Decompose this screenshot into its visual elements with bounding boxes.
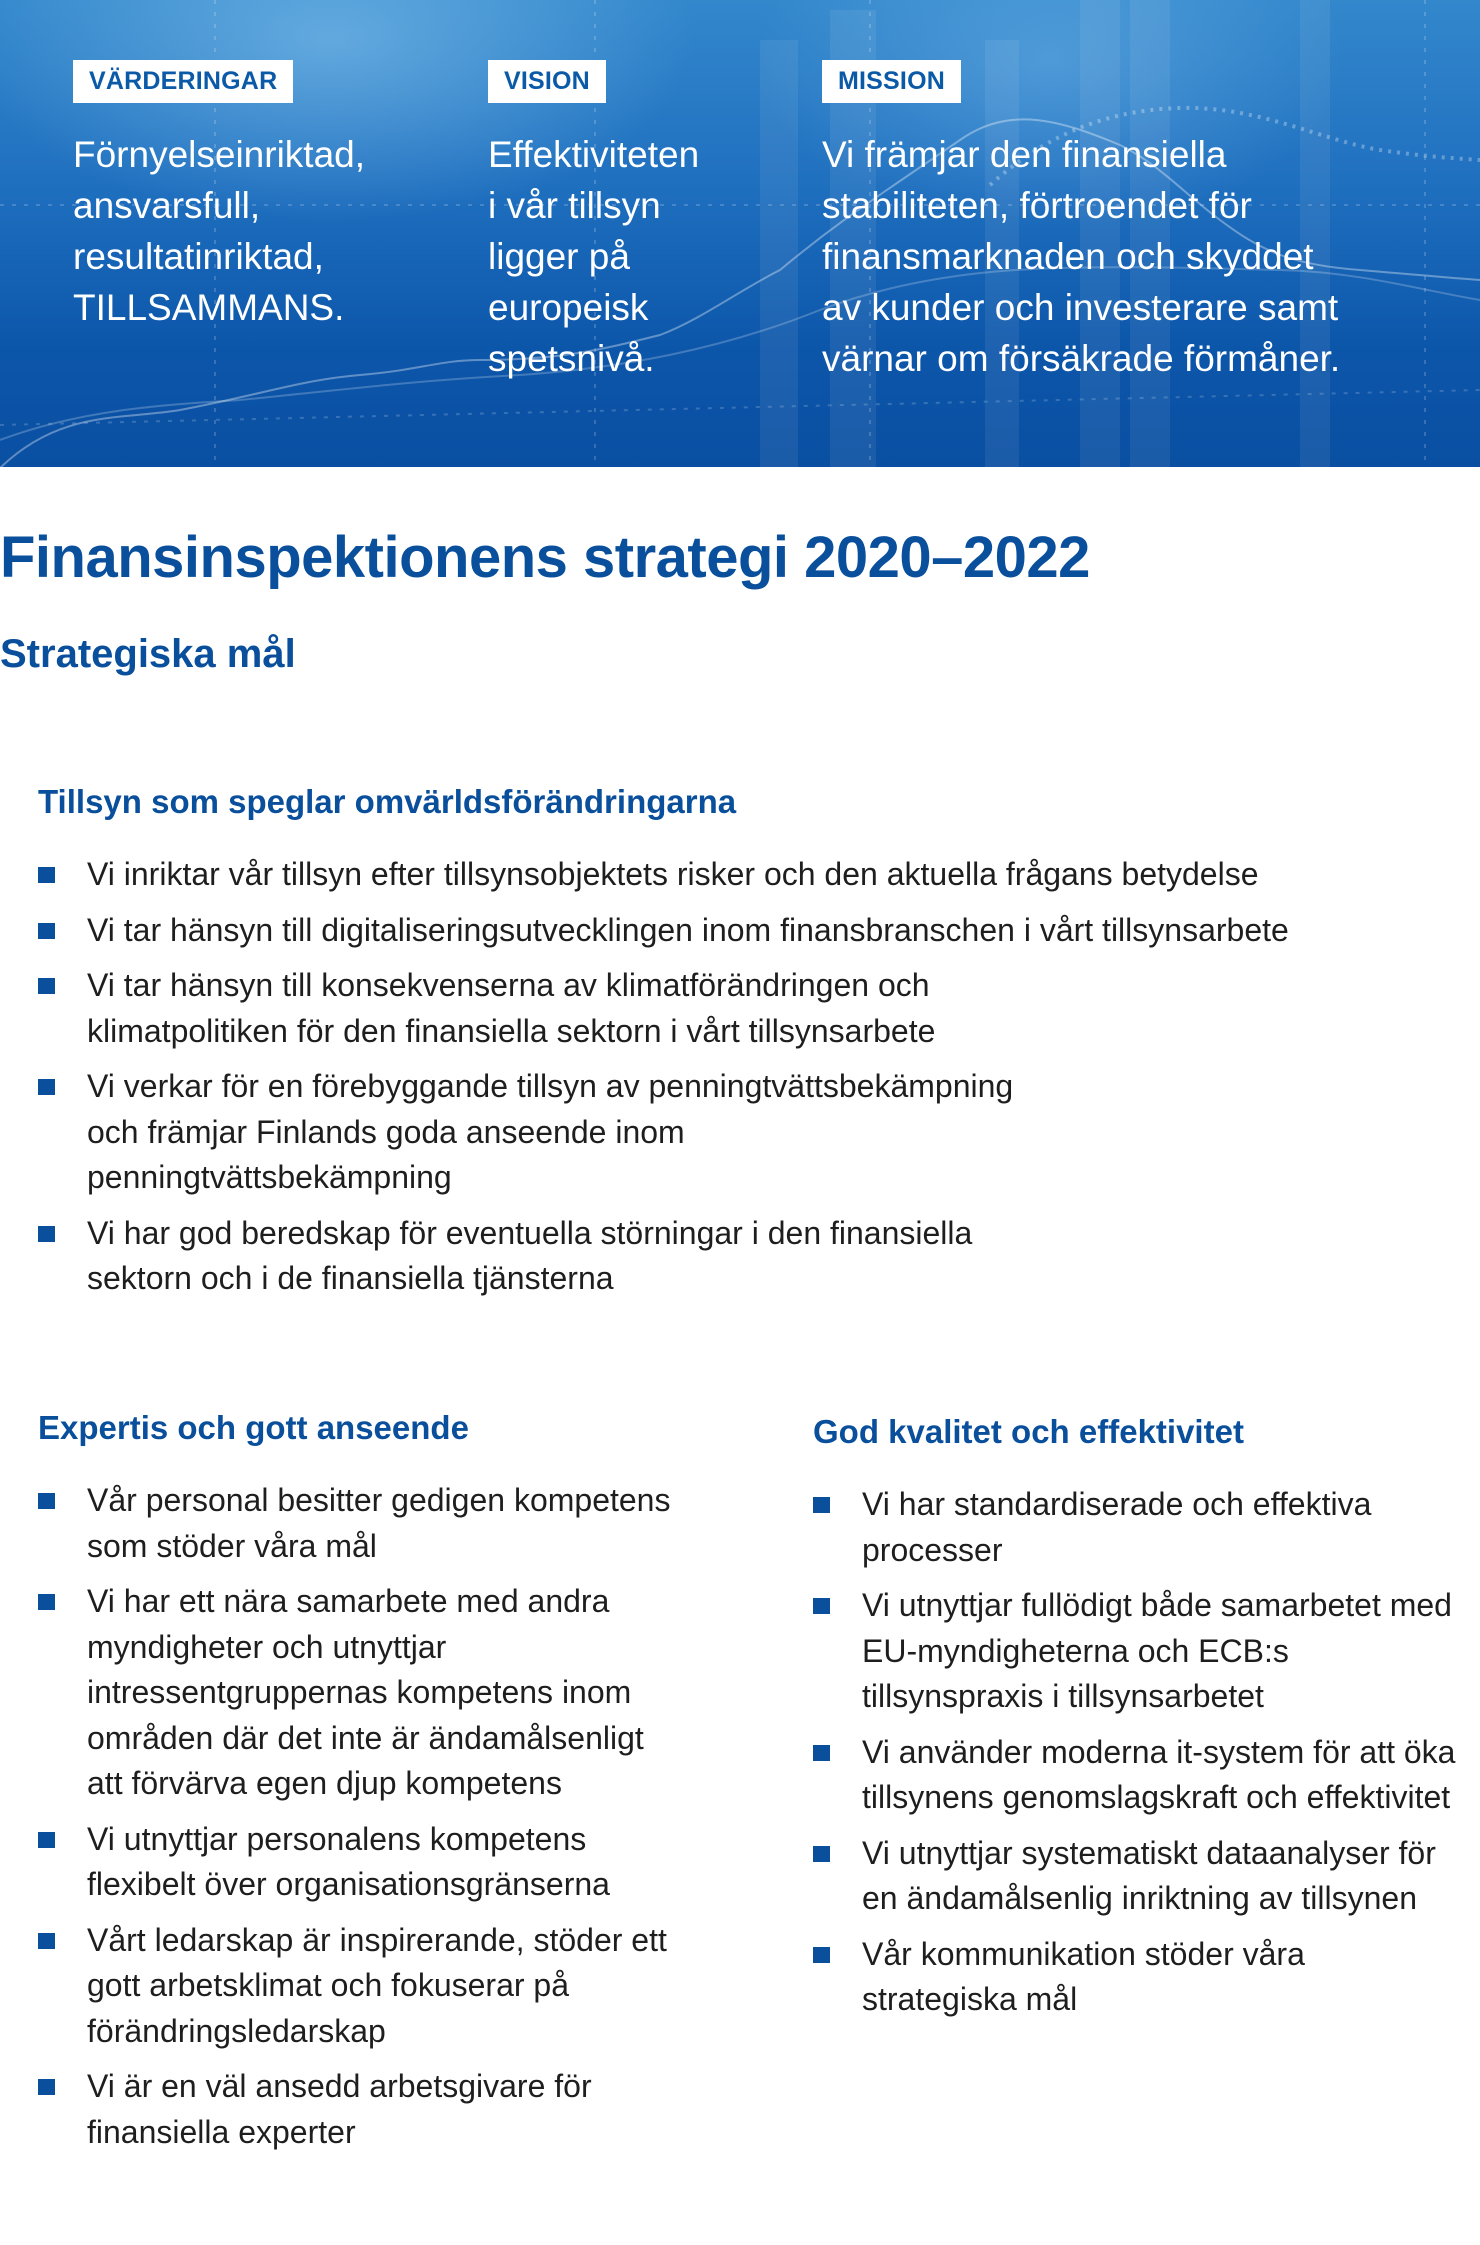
list-item-text: Vi har ett nära samarbete med andra myndigheter och utnyttjar intressentgruppernas kompetens inom områden där det inte är ändamålsenligt att förvärva egen djup kompetens [87, 1583, 644, 1801]
bullet-square-icon [38, 1594, 55, 1610]
bullet-square-icon [38, 978, 55, 994]
list-item-text: Vi tar hänsyn till konsekvenserna av klimatförändringen och klimatpolitiken för den finansiella sektorn i vårt tillsynsarbete [87, 967, 936, 1049]
mission-text: Vi främjar den finansiella stabiliteten, förtroendet för finansmarknaden och skyddet av kunder och investerare samt värnar om försäkrade förmåner. [822, 134, 1341, 379]
list-item [38, 1579, 678, 1807]
goal-list [813, 1482, 1463, 2023]
list-item-text: Vår personal besitter gedigen kompetens som stöder våra mål [87, 1482, 671, 1564]
list-item-text: Vårt ledarskap är inspirerande, stöder ett gott arbetsklimat och fokuserar på förändringsledarskap [87, 1921, 667, 2049]
bullet-square-icon [38, 1493, 55, 1509]
list-item [813, 1583, 1463, 1720]
pillar-mission [822, 60, 1442, 384]
page-subtitle: Strategiska mål [0, 632, 296, 676]
list-item-text: Vi verkar för en förebyggande tillsyn av penningtvättsbekämpning och främjar Finlands goda anseende inom penningtvättsbekämpning [87, 1068, 1014, 1195]
bullet-square-icon [38, 1933, 55, 1949]
list-item [813, 1932, 1463, 2023]
page-title: Finansinspektionens strategi 2020–2022 [0, 525, 1090, 590]
goal-list [38, 852, 1458, 1302]
goal-section-expertise [38, 1408, 678, 2165]
list-item [38, 1211, 1458, 1302]
goal-section-supervision [38, 782, 1458, 1312]
list-item [813, 1730, 1463, 1821]
list-item-text: Vi tar hänsyn till digitaliseringsutvecklingen inom finansbranschen i vårt tillsynsarbete [87, 911, 1289, 948]
bullet-square-icon [38, 923, 55, 939]
list-item [38, 1478, 678, 1569]
bullet-square-icon [38, 2079, 55, 2095]
values-text: Förnyelseinriktad, ansvarsfull, resultatinriktad, TILLSAMMANS. [73, 134, 366, 328]
list-item [38, 963, 1458, 1054]
goal-list [38, 1478, 678, 2155]
vision-tag: VISION [488, 60, 606, 103]
bullet-square-icon [38, 867, 55, 883]
bullet-square-icon [813, 1846, 830, 1862]
pillar-vision [488, 60, 758, 384]
list-item-text: Vi utnyttjar fullödigt både samarbetet med EU-myndigheterna och ECB:s tillsynspraxis i tillsynsarbetet [862, 1587, 1452, 1714]
bullet-square-icon [38, 1079, 55, 1095]
list-item-text: Vi har god beredskap för eventuella störningar i den finansiella sektorn och i de finansiella tjänsterna [87, 1214, 973, 1296]
bullet-square-icon [813, 1745, 830, 1761]
list-item [813, 1831, 1463, 1922]
bullet-square-icon [813, 1497, 830, 1513]
mission-tag: MISSION [822, 60, 961, 103]
vision-text: Effektiviteten i vår tillsyn ligger på europeisk spetsnivå. [488, 134, 700, 379]
list-item-text: Vi utnyttjar systematiskt dataanalyser för en ändamålsenlig inriktning av tillsynen [862, 1834, 1436, 1916]
pillar-values [73, 60, 365, 333]
goal-section-quality [813, 1412, 1463, 2033]
list-item [38, 1918, 678, 2055]
list-item-text: Vi har standardiserade och effektiva processer [862, 1486, 1372, 1568]
list-item-text: Vi är en väl ansedd arbetsgivare för finansiella experter [87, 2068, 592, 2150]
list-item [813, 1482, 1463, 1573]
goal-heading: Expertis och gott anseende [38, 1409, 469, 1446]
list-item [38, 852, 1458, 898]
goal-heading: Tillsyn som speglar omvärldsförändringarna [38, 783, 737, 820]
goal-heading: God kvalitet och effektivitet [813, 1413, 1244, 1450]
list-item [38, 1064, 1458, 1201]
bullet-square-icon [38, 1832, 55, 1848]
list-item [38, 2064, 678, 2155]
list-item-text: Vi inriktar vår tillsyn efter tillsynsobjektets risker och den aktuella frågans betydelse [87, 856, 1259, 892]
list-item-text: Vi använder moderna it-system för att öka tillsynens genomslagskraft och effektivitet [862, 1733, 1456, 1815]
values-tag: VÄRDERINGAR [73, 60, 293, 103]
list-item-text: Vår kommunikation stöder våra strategiska mål [862, 1935, 1305, 2017]
list-item-text: Vi utnyttjar personalens kompetens flexibelt över organisationsgränserna [87, 1820, 610, 1902]
bullet-square-icon [813, 1947, 830, 1963]
bullet-square-icon [813, 1598, 830, 1614]
list-item [38, 1817, 678, 1908]
list-item [38, 908, 1458, 954]
hero-banner [0, 0, 1480, 467]
bullet-square-icon [38, 1226, 55, 1242]
